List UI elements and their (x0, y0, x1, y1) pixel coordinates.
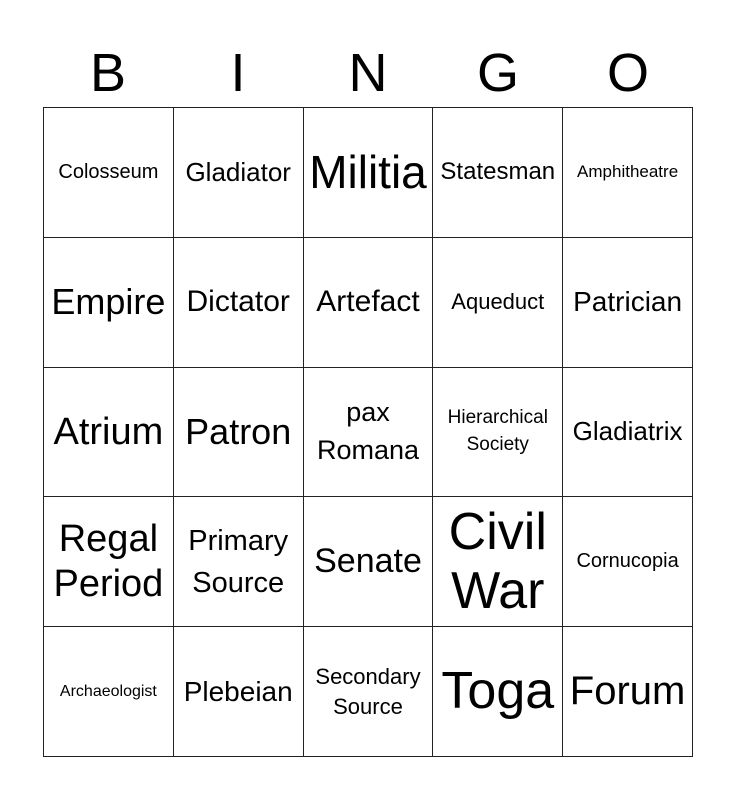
cell-word: Dictator (186, 285, 290, 319)
bingo-cell[interactable] (174, 627, 304, 757)
bingo-cell[interactable] (433, 368, 563, 498)
cell-word: Statesman (440, 158, 556, 186)
bingo-cell[interactable] (304, 497, 434, 627)
header-letter-n: N (348, 43, 388, 103)
bingo-cell[interactable] (44, 238, 174, 368)
bingo-cell[interactable] (433, 627, 563, 757)
bingo-cell[interactable] (433, 497, 563, 627)
bingo-cell[interactable] (44, 627, 174, 757)
cell-word: Militia (309, 146, 427, 199)
bingo-cell[interactable] (563, 238, 693, 368)
cell-word: Artefact (316, 285, 420, 319)
bingo-cell[interactable] (304, 108, 434, 238)
bingo-cell[interactable] (174, 368, 304, 498)
bingo-cell[interactable] (174, 497, 304, 627)
bingo-cell[interactable] (563, 368, 693, 498)
bingo-cell[interactable] (44, 108, 174, 238)
bingo-cell[interactable] (563, 108, 693, 238)
bingo-cell[interactable] (563, 497, 693, 627)
bingo-cell[interactable] (563, 627, 693, 757)
cell-word: Patron (185, 410, 292, 452)
cell-word: Amphitheatre (577, 162, 679, 182)
header-letter-i: I (230, 43, 246, 103)
bingo-header (43, 40, 693, 106)
cell-word: Forum (569, 669, 686, 714)
bingo-cell[interactable] (433, 108, 563, 238)
cell-word: Archaeologist (59, 682, 157, 700)
cell-word: Patrician (573, 286, 683, 318)
cell-word: Civil War (448, 502, 547, 620)
cell-word: Secondary Source (315, 663, 421, 719)
bingo-cell[interactable] (174, 108, 304, 238)
cell-word: Gladiatrix (572, 416, 683, 447)
cell-word: Colosseum (58, 160, 159, 183)
bingo-cell[interactable] (174, 238, 304, 368)
cell-word: Regal Period (53, 517, 164, 605)
bingo-cell[interactable] (44, 368, 174, 498)
cell-word: pax Romana (316, 397, 420, 465)
bingo-cell[interactable] (304, 627, 434, 757)
header-letter-g: G (476, 43, 519, 103)
bingo-card (43, 107, 693, 757)
cell-word: Gladiator (185, 156, 291, 187)
header-letter-b: B (89, 43, 127, 103)
cell-word: Hierarchical Society (447, 407, 548, 455)
bingo-cell[interactable] (304, 238, 434, 368)
cell-word: Senate (314, 542, 422, 581)
bingo-cell[interactable] (304, 368, 434, 498)
cell-word: Plebeian (183, 675, 293, 707)
cell-word: Cornucopia (576, 550, 679, 573)
bingo-cell[interactable] (433, 238, 563, 368)
cell-word: Empire (51, 281, 166, 323)
bingo-cell[interactable] (44, 497, 174, 627)
cell-word: Toga (441, 661, 555, 720)
cell-word: Aqueduct (451, 289, 545, 315)
cell-word: Atrium (53, 410, 164, 453)
header-letter-o: O (606, 43, 649, 103)
cell-word: Primary Source (188, 524, 289, 599)
